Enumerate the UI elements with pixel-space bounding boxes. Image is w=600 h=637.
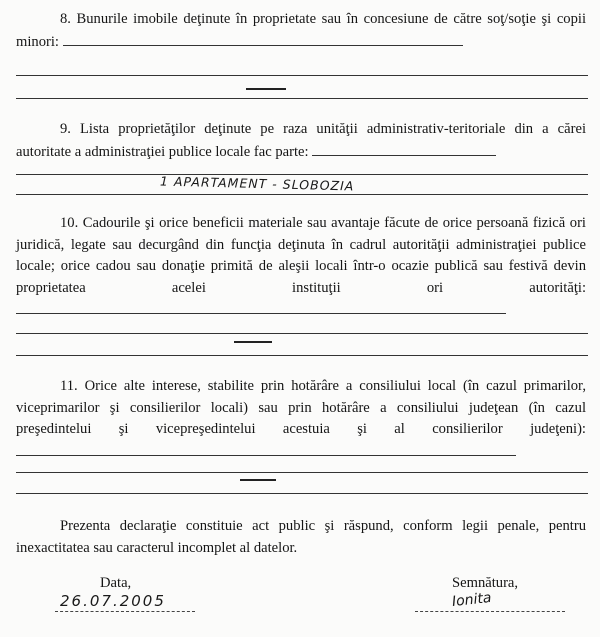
signature-value: Ionita	[451, 589, 493, 611]
section-8-empty-dash	[246, 88, 286, 90]
section-10-text: 10. Cadourile şi orice beneficii materiale sau avantaje făcute de orice persoană fizică ori juridică, legate sau decurgând din funcţia deţinuta în cadrul autorităţii administraţiei publice locale; orice cadou sau donaţie primită de aleşii locali într-o ocazie publică sau festivă devin proprietatea acelei instituţii ori autorităţi:	[16, 215, 586, 296]
section-11-text: 11. Orice alte interese, stabilite prin hotărâre a consiliului local (în cazul primarilor, viceprimarilor şi consilierilor locali) sau prin hotărâre a consiliului judeţean (în cazul preşedintelui şi vicepreşedintelui acestuia şi al consilierilor judeţeni):	[16, 378, 586, 438]
section-9-text: 9. Lista proprietăţilor deţinute pe raza unităţii administrativ-teritoriale din a cărei autoritate a administraţiei publice locale fac parte:	[16, 121, 586, 160]
signature-line	[415, 611, 565, 612]
section-10-line-2	[16, 333, 588, 334]
section-8-text: 8. Bunurile imobile deţinute în proprietate sau în concesiune de către soţ/soţie şi copii minori:	[16, 11, 586, 50]
section-11-line-2	[16, 472, 588, 473]
section-10-empty-dash	[234, 341, 272, 343]
section-8-fill-line	[63, 31, 463, 46]
declaration-text: Prezenta declaraţie constituie act public şi răspund, conform legii penale, pentru inexactitatea sau caracterul incomplet al datelor.	[16, 518, 586, 556]
section-9-fill-line	[312, 141, 496, 156]
section-9-line-2	[16, 174, 588, 175]
declaration-paragraph	[16, 516, 586, 559]
section-11-paragraph	[16, 376, 586, 463]
date-label: Data,	[100, 575, 132, 591]
section-10-line-3	[16, 355, 588, 356]
section-8-line-3	[16, 98, 588, 99]
signature-label: Semnătura,	[452, 575, 519, 591]
date-line	[55, 611, 195, 612]
section-11-fill-line	[16, 441, 516, 456]
section-9-handwritten-entry: 1 APARTAMENT - SLOBOZIA	[159, 173, 355, 194]
section-11-empty-dash	[240, 479, 276, 481]
section-10-fill-line	[16, 299, 506, 314]
section-10-paragraph	[16, 213, 586, 322]
section-9-line-3	[16, 194, 588, 195]
section-8-paragraph	[16, 9, 586, 53]
section-11-line-3	[16, 493, 588, 494]
date-value: 26.07.2005	[60, 592, 166, 610]
section-9-paragraph	[16, 119, 586, 163]
section-8-line-2	[16, 75, 588, 76]
